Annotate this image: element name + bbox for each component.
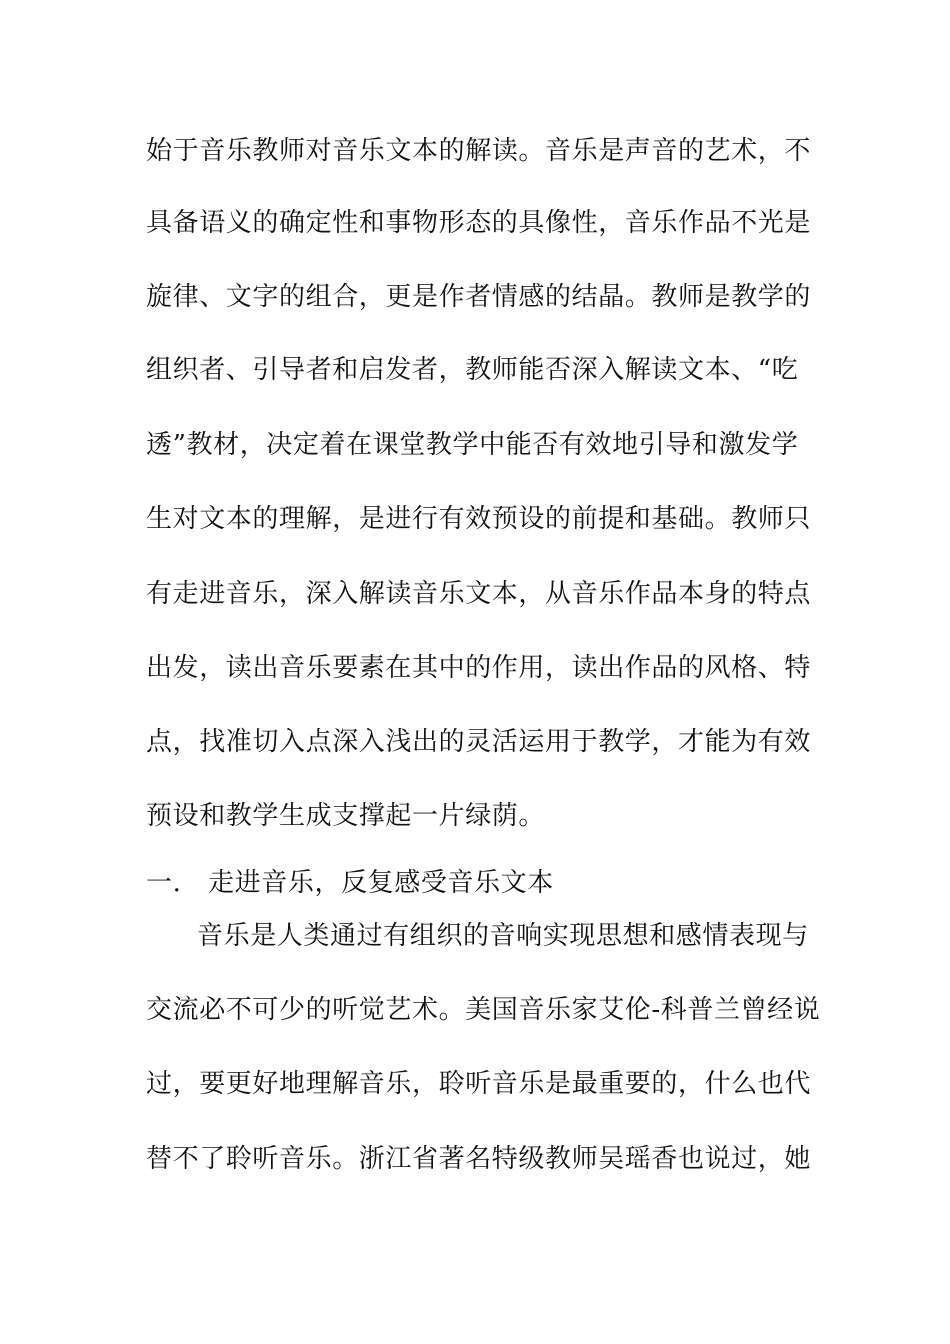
paragraph-line: 过，要更好地理解音乐，聆听音乐是最重要的，什么也代 xyxy=(146,1069,812,1099)
paragraph-line: 生对文本的理解，是进行有效预设的前提和基础。教师只 xyxy=(146,504,812,534)
paragraph-line: 旋律、文字的组合，更是作者情感的结晶。教师是教学的 xyxy=(146,282,812,312)
paragraph-line: 有走进音乐，深入解读音乐文本，从音乐作品本身的特点 xyxy=(146,579,812,609)
paragraph-line: 替不了聆听音乐。浙江省著名特级教师吴瑶香也说过，她 xyxy=(146,1144,812,1174)
paragraph-line: 透”教材，决定着在课堂教学中能否有效地引导和激发学 xyxy=(146,430,799,460)
paragraph-line: 始于音乐教师对音乐文本的解读。音乐是声音的艺术，不 xyxy=(146,136,812,166)
paragraph-line: 交流必不可少的听觉艺术。美国音乐家艾伦-科普兰曾经说 xyxy=(146,995,821,1025)
paragraph-line: 音乐是人类通过有组织的音响实现思想和感情表现与 xyxy=(197,921,809,951)
section-heading: 一. 走进音乐，反复感受音乐文本 xyxy=(146,868,554,898)
paragraph-line: 具备语义的确定性和事物形态的具像性，音乐作品不光是 xyxy=(146,208,812,238)
paragraph-line: 点，找准切入点深入浅出的灵活运用于教学，才能为有效 xyxy=(146,727,812,757)
paragraph-line: 组织者、引导者和启发者，教师能否深入解读文本、“吃 xyxy=(146,355,799,385)
paragraph-line: 出发，读出音乐要素在其中的作用，读出作品的风格、特 xyxy=(146,653,812,683)
paragraph-line: 预设和教学生成支撑起一片绿荫。 xyxy=(146,801,546,831)
